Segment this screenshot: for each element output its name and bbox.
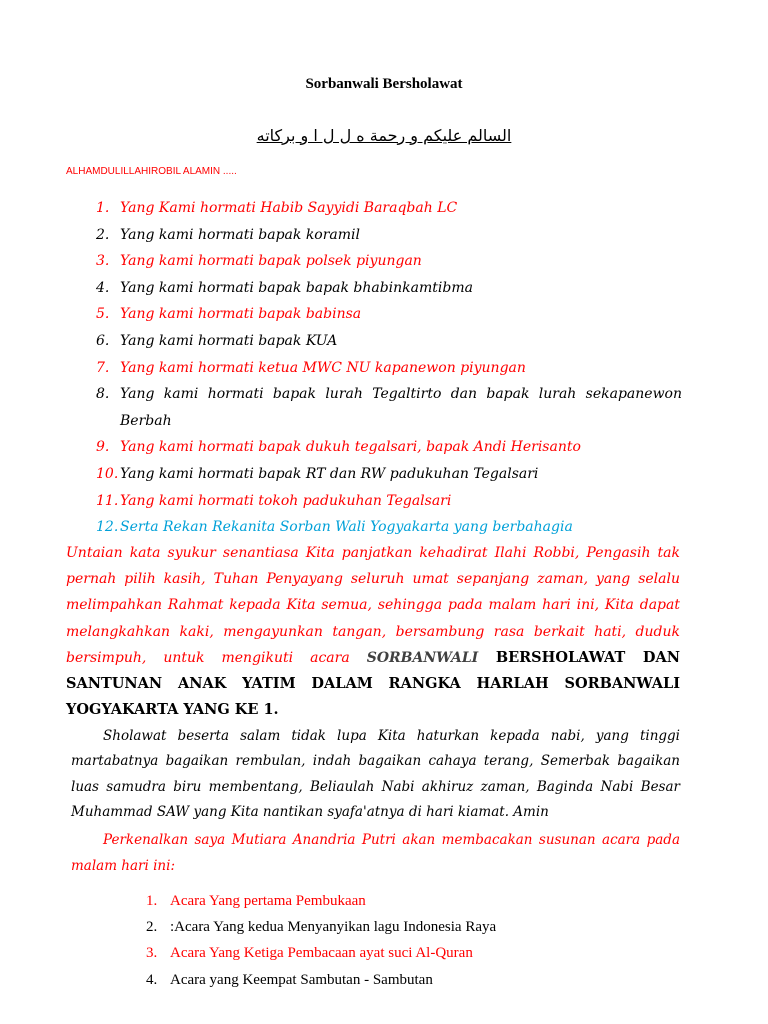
salutation-item [96, 488, 682, 515]
gratitude-intro: Untaian kata syukur senantiasa Kita panjatkan kehadirat Ilahi Robbi, Pengasih tak pernah pilih kasih, Tuhan Penyayang seluruh umat sepanjang zaman, yang selalu melimpahkan Rahmat kepada Kita semua, sehingga pada malam hari ini, Kita dapat melangkahkan kaki, mengayunkan tangan, bersambung rasa berkait hati, duduk bersimpuh, untuk mengikuti acara [66, 545, 680, 666]
salutation-item [96, 461, 682, 488]
item-text: Yang kami hormati bapak dukuh tegalsari, bapak Andi Herisanto [120, 439, 581, 456]
item-number: 2. [146, 919, 158, 936]
item-number: 12. [96, 519, 119, 536]
item-number: 6. [96, 332, 110, 349]
item-number: 1. [146, 893, 158, 909]
item-number: 4. [146, 971, 158, 988]
item-number: 3. [96, 253, 110, 270]
item-number: 4. [96, 279, 110, 296]
salutation-item [96, 355, 682, 382]
item-text: Yang kami hormati tokoh padukuhan Tegalsari [120, 492, 452, 509]
item-number: 5. [96, 306, 110, 323]
item-text: Yang kami hormati bapak KUA [120, 332, 338, 349]
item-number: 7. [96, 359, 110, 376]
item-text: Yang kami hormati bapak koramil [120, 226, 361, 243]
opening-line: ALHAMDULILLAHIROBIL ALAMIN ..... [66, 166, 237, 177]
salutation-item [96, 195, 682, 222]
agenda-item [146, 940, 496, 966]
salutation-list [96, 195, 682, 541]
item-text: Yang kami hormati bapak babinsa [120, 306, 362, 323]
gratitude-paragraph [66, 540, 680, 723]
item-text: Acara yang Keempat Sambutan - Sambutan [170, 971, 433, 988]
arabic-greeting: السالم عليكم و رحمة ه ل ل ا و بركاته [256, 126, 512, 145]
item-text: Yang kami hormati ketua MWC NU kapanewon piyungan [120, 359, 526, 376]
agenda-item [146, 914, 496, 940]
item-number: 2. [96, 226, 110, 243]
sholawat-text: Sholawat beserta salam tidak lupa Kita haturkan kepada nabi, yang tinggi martabatnya bagaikan rembulan, indah bagaikan cahaya terang, Semerbak bagaikan luas samudra biru membentang, Beliaulah Nabi akhiruz zaman, Baginda Nabi Besar Muhammad SAW yang Kita nantikan syafa'atnya di hari kiamat. Amin [71, 728, 680, 820]
agenda-item [146, 888, 496, 914]
item-number: 1. [96, 200, 110, 216]
item-text: Acara Yang pertama Pembukaan [170, 893, 366, 909]
document-title: Sorbanwali Bersholawat [305, 76, 463, 92]
salutation-item [96, 514, 682, 541]
agenda-item [146, 967, 496, 993]
item-text: Yang kami hormati bapak lurah Tegaltirto dan bapak lurah sekapanewon Berbah [120, 386, 682, 429]
item-text: Acara Yang Ketiga Pembacaan ayat suci Al-Quran [170, 945, 473, 962]
salutation-item [96, 301, 682, 328]
salutation-item [96, 222, 682, 249]
salutation-item [96, 248, 682, 275]
agenda-list [146, 888, 496, 993]
salutation-item [96, 381, 682, 434]
salutation-item [96, 328, 682, 355]
item-text: Yang kami hormati bapak RT dan RW padukuhan Tegalsari [120, 465, 539, 482]
event-title: BERSHOLAWAT DAN SANTUNAN ANAK YATIM DALAM RANGKA HARLAH SORBANWALI YOGYAKARTA YANG KE 1. [66, 648, 680, 719]
event-name: SORBANWALI [366, 649, 479, 666]
introduction-paragraph [71, 828, 680, 879]
sholawat-paragraph [71, 724, 680, 825]
salutation-item [96, 434, 682, 461]
item-text: Yang kami hormati bapak bapak bhabinkamtibma [120, 279, 473, 296]
item-number: 3. [146, 945, 158, 962]
item-text: Yang kami hormati bapak polsek piyungan [120, 253, 422, 270]
item-number: 9. [96, 439, 110, 456]
item-number: 11. [96, 492, 119, 509]
salutation-item [96, 275, 682, 302]
item-text: Yang Kami hormati Habib Sayyidi Baraqbah LC [120, 200, 458, 216]
introduction-text: Perkenalkan saya Mutiara Anandria Putri akan membacakan susunan acara pada malam hari ini: [71, 832, 680, 874]
item-number: 10. [96, 465, 119, 482]
item-text: :Acara Yang kedua Menyanyikan lagu Indonesia Raya [170, 919, 497, 936]
item-number: 8. [96, 386, 110, 403]
item-text: Serta Rekan Rekanita Sorban Wali Yogyakarta yang berbahagia [120, 519, 573, 536]
